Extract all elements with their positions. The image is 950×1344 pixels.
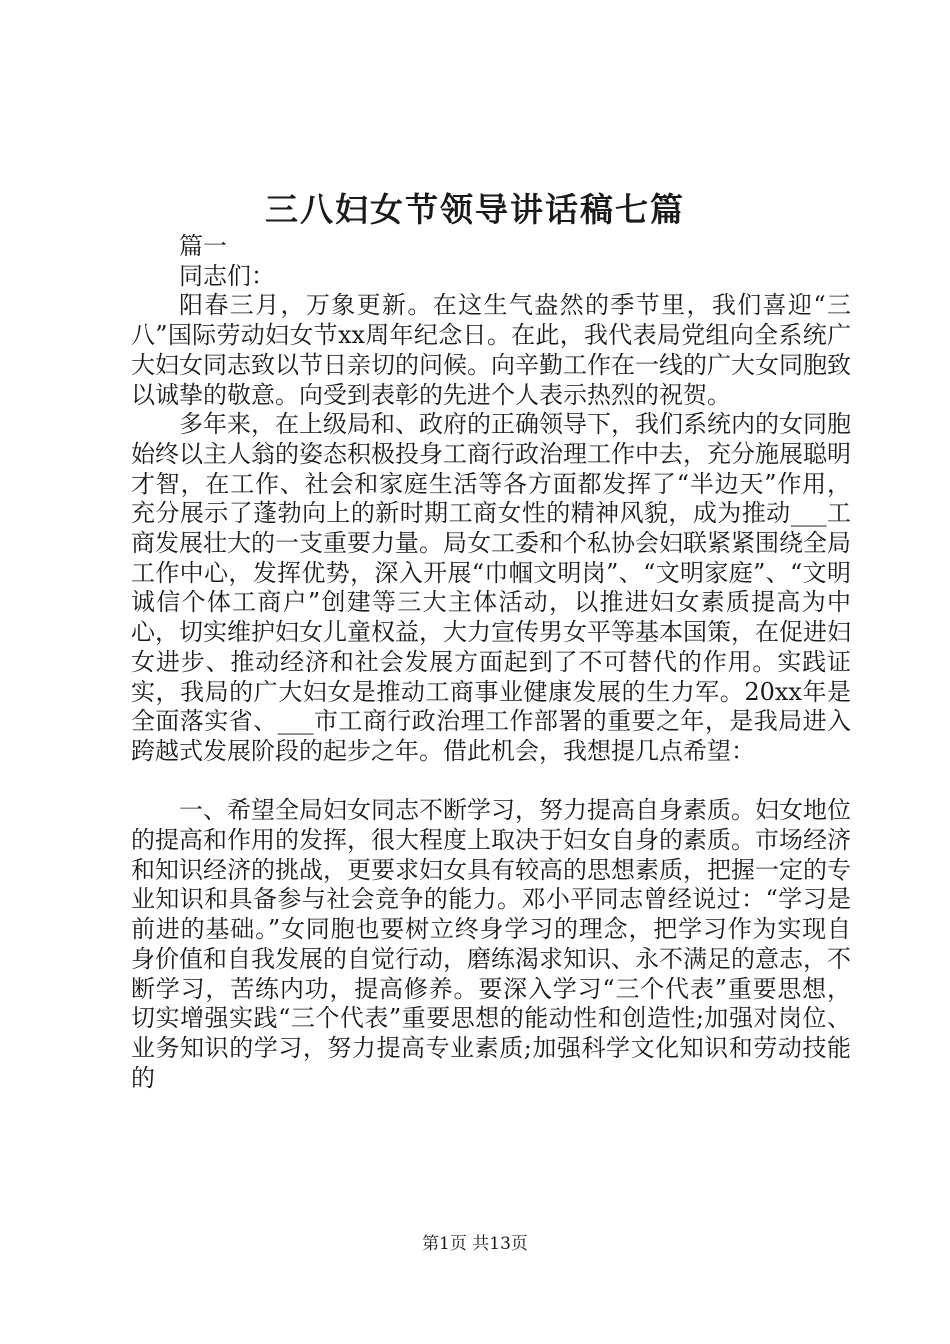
document-title: 三八妇女节领导讲话稿七篇: [265, 190, 685, 229]
paragraph-2: 多年来，在上级局和、政府的正确领导下，我们系统内的女同胞始终以主人翁的姿态积极投身工商行政治理工作中去，充分施展聪明才智，在工作、社会和家庭生活等各方面都发挥了“半边天”作用，充分展示了蓬勃向上的新时期工商女性的精神风貌，成为推动___工商发展壮大的一支重要力量。局女工委和个私协会妇联紧紧围绕全局工作中心，发挥优势，深入开展“巾帼文明岗”、“文明家庭”、“文明诚信个体工商户”创建等三大主体活动，以推进妇女素质提高为中心，切实维护妇女儿童权益，大力宣传男女平等基本国策，在促进妇女进步、推动经济和社会发展方面起到了不可替代的作用。实践证实，我局的广大妇女是推动工商事业健康发展的生力军。20xx年是全面落实省、___市工商行政治理工作部署的重要之年，是我局进入跨越式发展阶段的起步之年。借此机会，我想提几点希望：: [131, 410, 851, 765]
page-footer: 第1页 共13页: [422, 1234, 528, 1254]
section-label: 篇一: [179, 232, 227, 260]
paragraph-3: 一、希望全局妇女同志不断学习，努力提高自身素质。妇女地位的提高和作用的发挥，很大程度上取决于妇女自身的素质。市场经济和知识经济的挑战，更要求妇女具有较高的思想素质，把握一定的专业知识和具备参与社会竞争的能力。邓小平同志曾经说过：“学习是前进的基础。”女同胞也要树立终身学习的理念，把学习作为实现自身价值和自我发展的自觉行动，磨练渴求知识、永不满足的意志，不断学习，苦练内功，提高修养。要深入学习“三个代表”重要思想，切实增强实践“三个代表”重要思想的能动性和创造性;加强对岗位、业务知识的学习，努力提高专业素质;加强科学文化知识和劳动技能的: [131, 796, 851, 1092]
salutation: 同志们：: [179, 261, 275, 290]
document-body: [131, 232, 851, 1093]
paragraph-1: 阳春三月，万象更新。在这生气盎然的季节里，我们喜迎“三八”国际劳动妇女节xx周年纪念日。在此，我代表局党组向全系统广大妇女同志致以节日亲切的问候。向辛勤工作在一线的广大女同胞致以诚挚的敬意。向受到表彰的先进个人表示热烈的祝贺。: [131, 291, 851, 409]
